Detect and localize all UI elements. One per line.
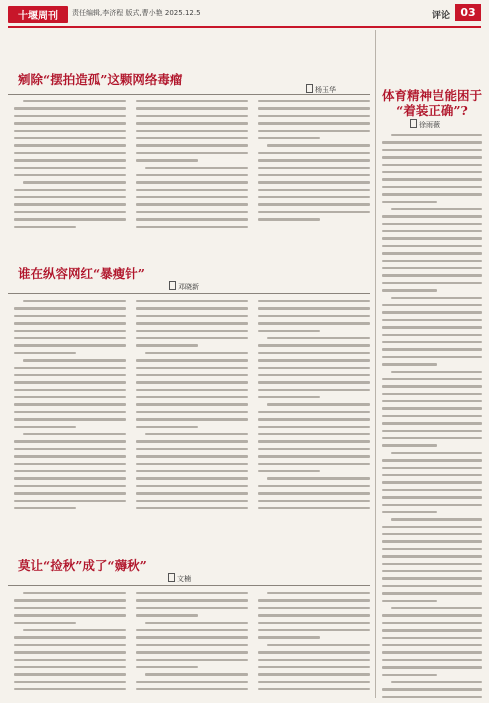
- editor-credits: 责任编辑,李济程 版式,曹小艳 2025.12.5: [72, 9, 201, 17]
- article-3-column-1: [14, 592, 126, 698]
- article-1-column-1: [14, 100, 126, 240]
- column-divider: [375, 30, 376, 698]
- sidebar-title-line-1: 体育精神岂能困于: [382, 88, 483, 103]
- sidebar-byline-text: 徐雨薇: [419, 121, 440, 129]
- header-rule: [8, 26, 481, 28]
- article-3-column-2: [136, 592, 248, 698]
- article-1-byline-text: 杨玉华: [315, 86, 336, 94]
- article-3-title-text: 莫让“捡秋”成了“薅秋”: [18, 558, 147, 573]
- article-2-title-text: 谁在纵容网红“暴瘦针”: [18, 266, 145, 281]
- article-1-column-2: [136, 100, 248, 240]
- masthead-logo: 十堰周刊: [8, 6, 68, 23]
- section-label: 评论: [432, 11, 451, 21]
- article-2-column-3: [258, 300, 370, 522]
- sidebar-body-column: [382, 134, 482, 699]
- article-3-byline-text: 文楠: [177, 575, 191, 583]
- article-2-byline: [169, 281, 199, 292]
- byline-marker-icon: [410, 119, 417, 128]
- article-2-byline-text: 邓晓新: [178, 283, 199, 291]
- article-1-title: [18, 70, 182, 88]
- article-2-rule: [8, 293, 370, 294]
- byline-marker-icon: [169, 281, 176, 290]
- article-1-rule: [8, 94, 370, 95]
- byline-marker-icon: [306, 84, 313, 93]
- article-1-column-3: [258, 100, 370, 240]
- page-number: 03: [455, 4, 481, 21]
- article-2-column-1: [14, 300, 126, 522]
- article-1-title-text: 剜除“摆拍造孤”这颗网络毒瘤: [18, 72, 183, 87]
- article-2-column-2: [136, 300, 248, 522]
- article-2-title: [18, 264, 145, 282]
- sidebar-title: [382, 88, 482, 118]
- sidebar-title-line-2: “着装正确”?: [396, 103, 468, 118]
- article-3-column-3: [258, 592, 370, 698]
- article-3-title: [18, 556, 147, 574]
- sidebar-byline: [410, 119, 440, 130]
- article-3-byline: [168, 573, 191, 584]
- article-3-rule: [8, 585, 370, 586]
- byline-marker-icon: [168, 573, 175, 582]
